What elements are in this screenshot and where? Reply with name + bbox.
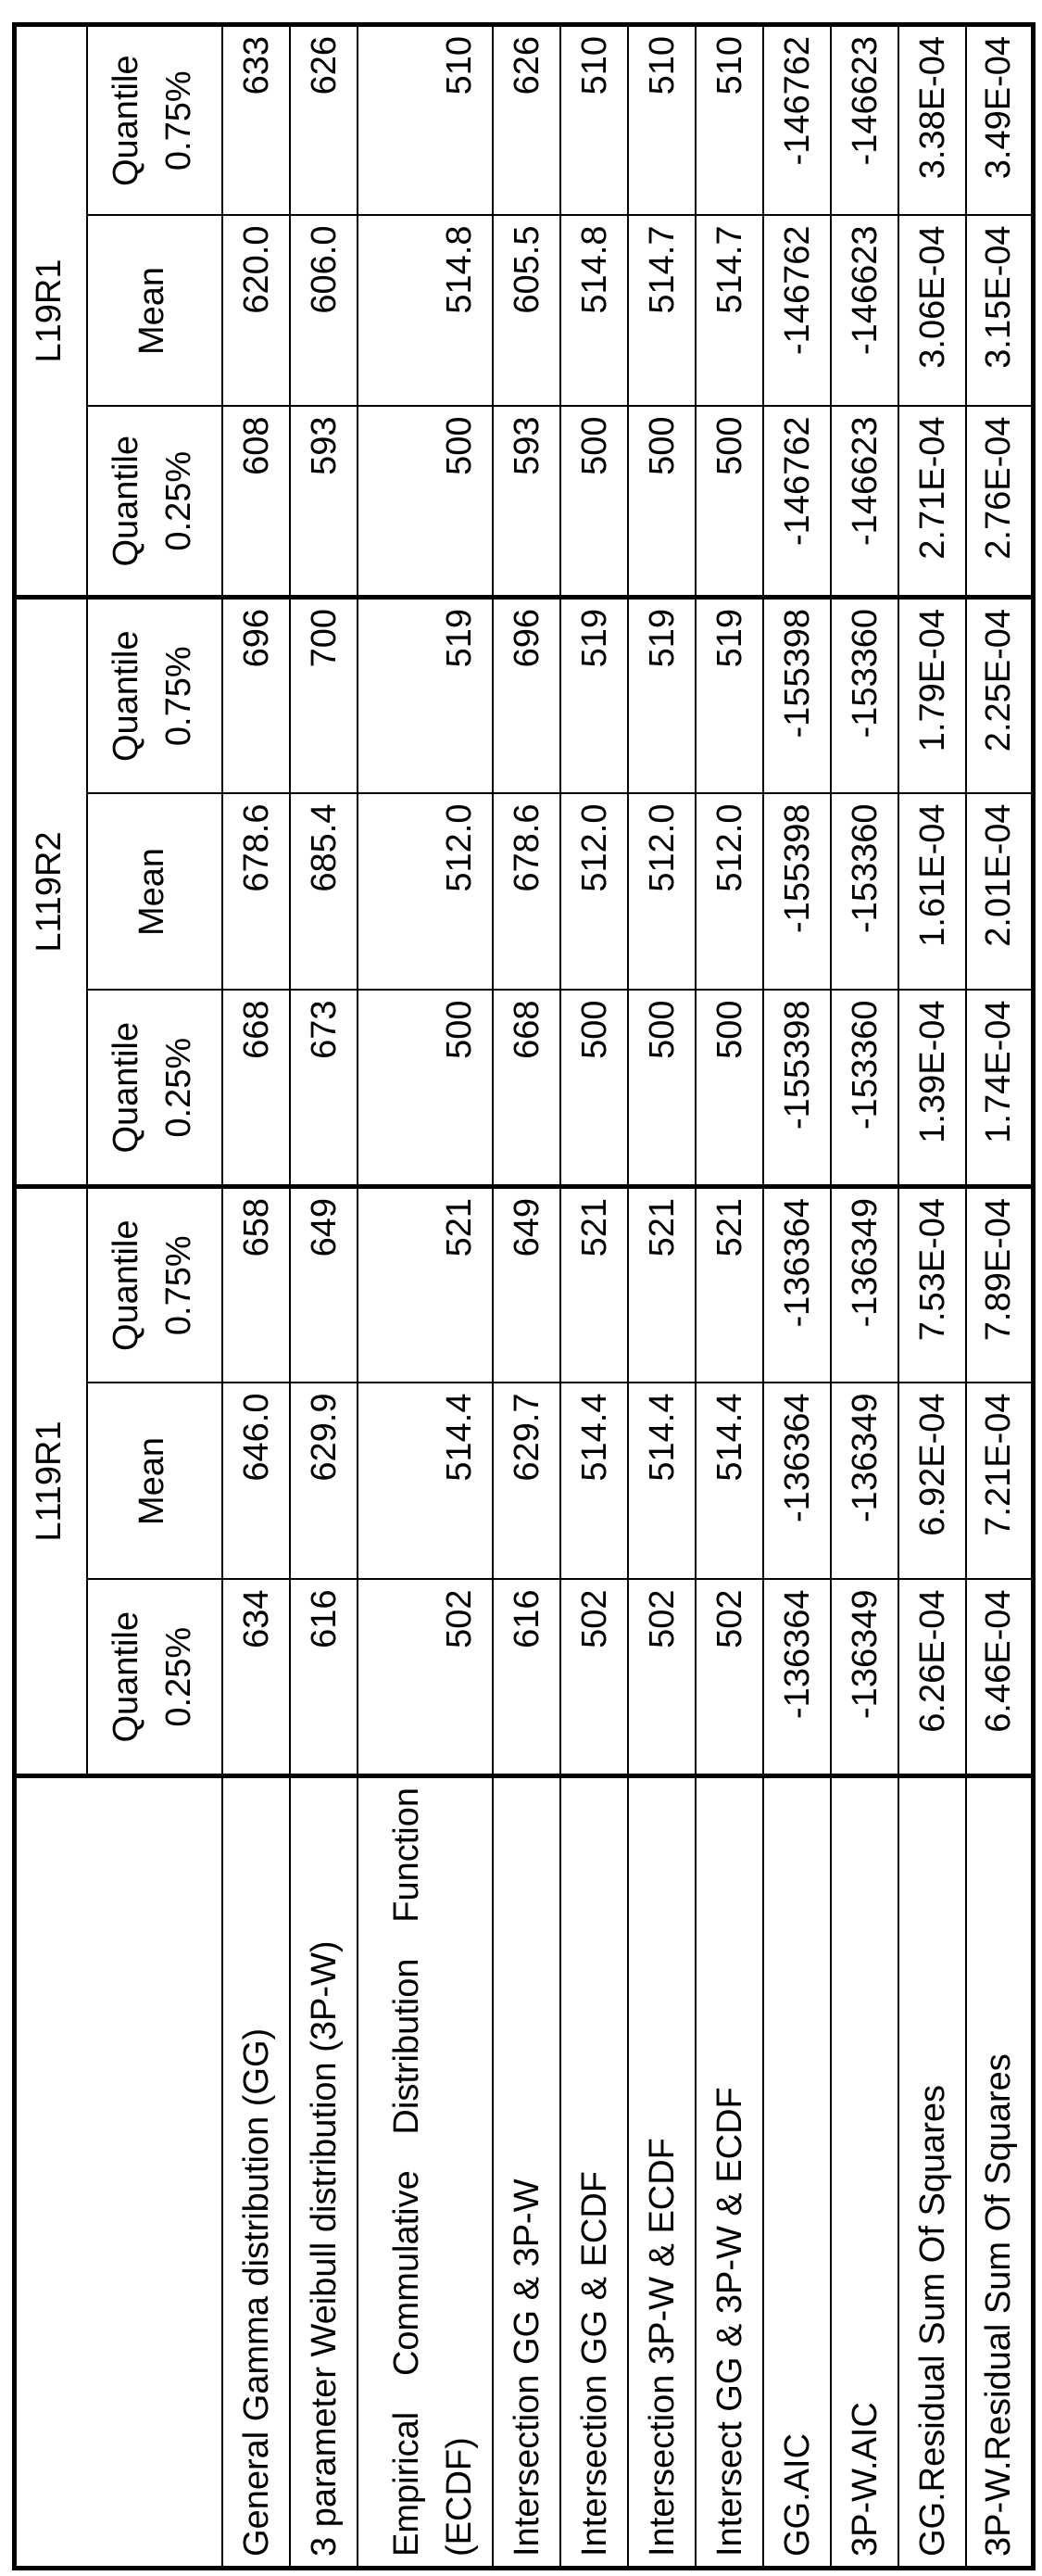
- value-cell: 521: [696, 1187, 763, 1383]
- value-cell: 593: [290, 407, 358, 598]
- subheader-quantile: Quantile 0.75%: [87, 598, 222, 794]
- value-cell: 519: [560, 598, 628, 794]
- value-cell: 6.92E-04: [898, 1383, 966, 1580]
- subheader-mean: Mean: [87, 216, 222, 407]
- value-cell: 521: [628, 1187, 696, 1383]
- row-label: 3 parameter Weibull distribution (3P-W): [290, 1776, 358, 2569]
- value-cell: 2.25E-04: [966, 598, 1034, 794]
- subheader-quantile: Quantile 0.25%: [87, 1580, 222, 1776]
- value-cell: 1.74E-04: [966, 991, 1034, 1187]
- subheader-quantile: Quantile 0.75%: [87, 1187, 222, 1383]
- value-cell: 502: [358, 1580, 493, 1776]
- value-cell: -136364: [763, 1383, 831, 1580]
- value-cell: 510: [358, 24, 493, 215]
- value-cell: 512.0: [628, 794, 696, 991]
- results-table: [12, 22, 1036, 2570]
- value-cell: 3.38E-04: [898, 24, 966, 215]
- value-cell: 1.79E-04: [898, 598, 966, 794]
- value-cell: -146762: [763, 407, 831, 598]
- table-row: [763, 24, 831, 2568]
- value-cell: 500: [358, 407, 493, 598]
- value-cell: 2.01E-04: [966, 794, 1034, 991]
- value-cell: 629.7: [493, 1383, 560, 1580]
- value-cell: 514.8: [358, 216, 493, 407]
- value-cell: 512.0: [358, 794, 493, 991]
- value-cell: 502: [696, 1580, 763, 1776]
- value-cell: 605.5: [493, 216, 560, 407]
- value-cell: 700: [290, 598, 358, 794]
- value-cell: 629.9: [290, 1383, 358, 1580]
- group-header-l119r2: L119R2: [15, 598, 87, 1187]
- value-cell: 502: [628, 1580, 696, 1776]
- value-cell: 606.0: [290, 216, 358, 407]
- group-header-l119r1: L119R1: [15, 1187, 87, 1776]
- value-cell: -146623: [831, 24, 898, 215]
- value-cell: 668: [493, 991, 560, 1187]
- table-row: [560, 24, 628, 2568]
- table-row: [222, 24, 290, 2568]
- table-row: [696, 24, 763, 2568]
- row-label: GG.Residual Sum Of Squares: [898, 1776, 966, 2569]
- group-header-row: [15, 24, 87, 2568]
- value-cell: 1.61E-04: [898, 794, 966, 991]
- value-cell: 696: [222, 598, 290, 794]
- value-cell: 633: [222, 24, 290, 215]
- value-cell: 626: [493, 24, 560, 215]
- table-row: [898, 24, 966, 2568]
- value-cell: 658: [222, 1187, 290, 1383]
- value-cell: 634: [222, 1580, 290, 1776]
- value-cell: 7.89E-04: [966, 1187, 1034, 1383]
- value-cell: 510: [560, 24, 628, 215]
- value-cell: 649: [290, 1187, 358, 1383]
- table-row: [358, 24, 493, 2568]
- value-cell: 2.76E-04: [966, 407, 1034, 598]
- value-cell: -146762: [763, 216, 831, 407]
- table-row: [493, 24, 560, 2568]
- value-cell: 519: [358, 598, 493, 794]
- value-cell: 514.4: [696, 1383, 763, 1580]
- value-cell: 593: [493, 407, 560, 598]
- value-cell: 668: [222, 991, 290, 1187]
- value-cell: 7.53E-04: [898, 1187, 966, 1383]
- value-cell: 685.4: [290, 794, 358, 991]
- value-cell: 500: [696, 407, 763, 598]
- value-cell: 626: [290, 24, 358, 215]
- value-cell: 500: [696, 991, 763, 1187]
- row-label: Intersection 3P-W & ECDF: [628, 1776, 696, 2569]
- table-row: [966, 24, 1034, 2568]
- row-label: 3P-W.Residual Sum Of Squares: [966, 1776, 1034, 2569]
- value-cell: 500: [560, 991, 628, 1187]
- value-cell: 616: [493, 1580, 560, 1776]
- subheader-quantile: Quantile 0.25%: [87, 407, 222, 598]
- row-label: 3P-W.AIC: [831, 1776, 898, 2569]
- value-cell: 3.15E-04: [966, 216, 1034, 407]
- rotated-table-container: [12, 27, 1026, 2570]
- value-cell: 649: [493, 1187, 560, 1383]
- value-cell: 678.6: [493, 794, 560, 991]
- value-cell: -155398: [763, 598, 831, 794]
- value-cell: -146623: [831, 407, 898, 598]
- row-label: GG.AIC: [763, 1776, 831, 2569]
- group-header-l19r1: L19R1: [15, 24, 87, 597]
- value-cell: 514.4: [628, 1383, 696, 1580]
- row-label: Intersection GG & 3P-W: [493, 1776, 560, 2569]
- value-cell: 521: [358, 1187, 493, 1383]
- value-cell: 519: [696, 598, 763, 794]
- value-cell: -136364: [763, 1187, 831, 1383]
- value-cell: 7.21E-04: [966, 1383, 1034, 1580]
- subheader-quantile: Quantile 0.25%: [87, 991, 222, 1187]
- value-cell: 510: [628, 24, 696, 215]
- value-cell: 696: [493, 598, 560, 794]
- value-cell: 514.8: [560, 216, 628, 407]
- value-cell: -146623: [831, 216, 898, 407]
- table-row: [831, 24, 898, 2568]
- value-cell: 514.7: [696, 216, 763, 407]
- value-cell: 678.6: [222, 794, 290, 991]
- value-cell: 673: [290, 991, 358, 1187]
- value-cell: -136364: [763, 1580, 831, 1776]
- value-cell: 1.39E-04: [898, 991, 966, 1187]
- subheader-mean: Mean: [87, 794, 222, 991]
- value-cell: 3.49E-04: [966, 24, 1034, 215]
- value-cell: 521: [560, 1187, 628, 1383]
- value-cell: -155398: [763, 991, 831, 1187]
- corner-cell: [15, 1776, 222, 2569]
- value-cell: -136349: [831, 1383, 898, 1580]
- value-cell: 646.0: [222, 1383, 290, 1580]
- value-cell: 2.71E-04: [898, 407, 966, 598]
- value-cell: 502: [560, 1580, 628, 1776]
- value-cell: 510: [696, 24, 763, 215]
- value-cell: 512.0: [696, 794, 763, 991]
- value-cell: 500: [628, 407, 696, 598]
- row-label: Empirical Commulative Distribution Function (ECDF): [358, 1776, 493, 2569]
- row-label: Intersect GG & 3P-W & ECDF: [696, 1776, 763, 2569]
- table-row: [290, 24, 358, 2568]
- value-cell: -153360: [831, 991, 898, 1187]
- value-cell: -136349: [831, 1580, 898, 1776]
- value-cell: 620.0: [222, 216, 290, 407]
- value-cell: 3.06E-04: [898, 216, 966, 407]
- value-cell: 500: [358, 991, 493, 1187]
- value-cell: -153360: [831, 794, 898, 991]
- value-cell: 514.4: [560, 1383, 628, 1580]
- subheader-mean: Mean: [87, 1383, 222, 1580]
- value-cell: 608: [222, 407, 290, 598]
- value-cell: 6.26E-04: [898, 1580, 966, 1776]
- value-cell: 500: [560, 407, 628, 598]
- value-cell: 514.7: [628, 216, 696, 407]
- table-row: [628, 24, 696, 2568]
- value-cell: -153360: [831, 598, 898, 794]
- value-cell: -136349: [831, 1187, 898, 1383]
- value-cell: 616: [290, 1580, 358, 1776]
- value-cell: 512.0: [560, 794, 628, 991]
- row-label: General Gamma distribution (GG): [222, 1776, 290, 2569]
- value-cell: -155398: [763, 794, 831, 991]
- value-cell: -146762: [763, 24, 831, 215]
- value-cell: 519: [628, 598, 696, 794]
- row-label: Intersection GG & ECDF: [560, 1776, 628, 2569]
- subheader-quantile: Quantile 0.75%: [87, 24, 222, 215]
- value-cell: 500: [628, 991, 696, 1187]
- value-cell: 6.46E-04: [966, 1580, 1034, 1776]
- value-cell: 514.4: [358, 1383, 493, 1580]
